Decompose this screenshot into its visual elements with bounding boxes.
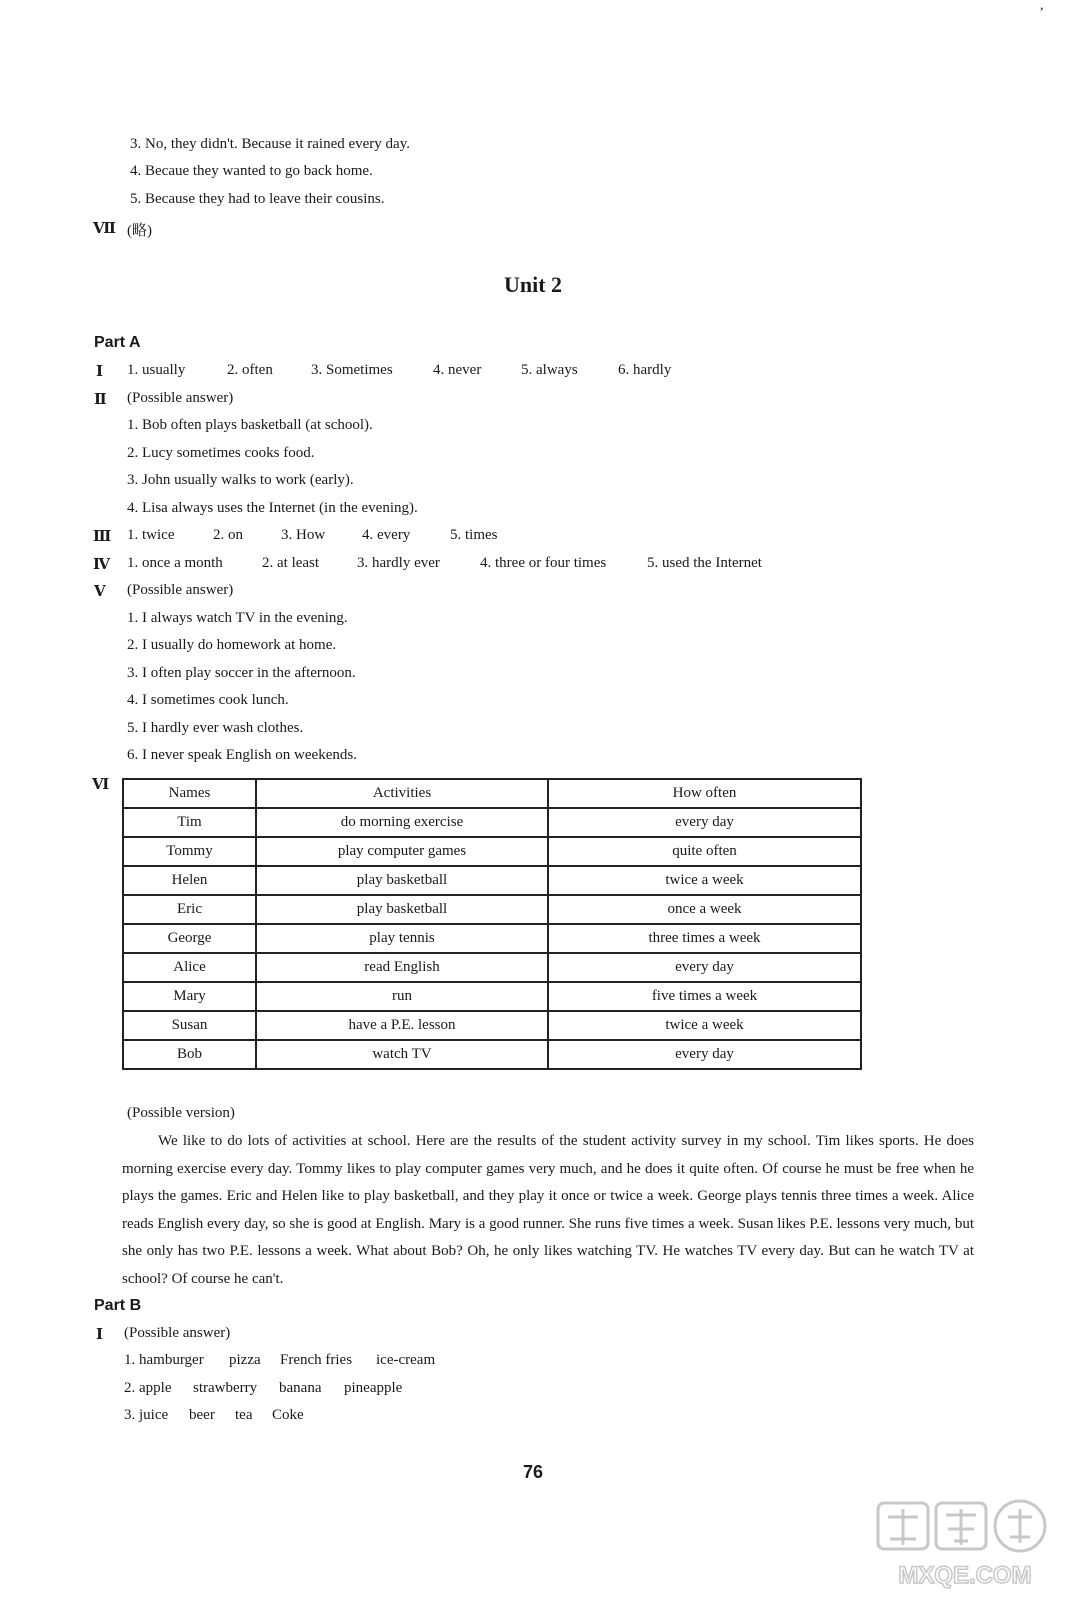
section-roman-i: Ⅰ (96, 364, 104, 380)
answer-item: 1. once a month (127, 555, 223, 571)
section-roman-ii: Ⅱ (94, 392, 107, 408)
answer-line: 4. I sometimes cook lunch. (127, 692, 289, 708)
table-row (123, 808, 861, 837)
cell-activity: play tennis (256, 924, 548, 953)
answer-item: 5. times (450, 527, 498, 543)
answer-line: 3. No, they didn't. Because it rained every day. (130, 136, 410, 152)
table-row (123, 1040, 861, 1069)
cell-activity: play computer games (256, 837, 548, 866)
table-row (123, 982, 861, 1011)
answer-item: strawberry (193, 1380, 258, 1396)
cell-frequency: five times a week (548, 982, 861, 1011)
answer-item: 4. never (433, 362, 482, 378)
cell-activity: read English (256, 953, 548, 982)
section-roman-vii: Ⅶ (93, 221, 116, 237)
essay-paragraph: We like to do lots of activities at school. Here are the results of the student activity survey in my school. Tim likes sports. He does morning exercise every day. Tommy likes to play computer games very much, and he does it quite often. Of course he must be free when he plays the games. Eric and Helen like to play basketball, and they play it once or twice a week. George plays tennis three times a week. Alice reads English every day, so she is good at English. Mary is a good runner. She runs five times a week. Susan likes P.E. lessons very much, but she only has two P.E. lessons a week. What about Bob? Oh, he only likes watching TV. He watches TV every day. But can he watch TV at school? Of course he can't. (122, 1133, 974, 1287)
table-row (123, 837, 861, 866)
answer-item: 3. juice (124, 1407, 169, 1423)
answer-line: 2. I usually do homework at home. (127, 637, 337, 653)
possible-answer-note: (Possible answer) (127, 390, 234, 406)
answer-item: pineapple (344, 1380, 403, 1396)
cell-name: Mary (123, 982, 256, 1011)
answer-item: 3. Sometimes (311, 362, 393, 378)
cell-activity: watch TV (256, 1040, 548, 1069)
possible-answer-note: (Possible answer) (124, 1325, 231, 1341)
cell-name: Bob (123, 1040, 256, 1069)
answer-item: 5. always (521, 362, 578, 378)
answer-item: 3. How (281, 527, 326, 543)
answer-item: Coke (272, 1407, 304, 1423)
corner-mark: , (1040, 0, 1044, 13)
answer-line: 4. Lisa always uses the Internet (in the evening). (127, 500, 418, 516)
table-row (123, 924, 861, 953)
cell-frequency: quite often (548, 837, 861, 866)
answer-line: 3. I often play soccer in the afternoon. (127, 665, 356, 681)
table-row (123, 953, 861, 982)
cell-name: Alice (123, 953, 256, 982)
svg-text:MXQE.COM: MXQE.COM (898, 1562, 1032, 1589)
cell-activity: play basketball (256, 895, 548, 924)
section-roman-i-part-b: Ⅰ (96, 1327, 104, 1343)
answer-item: 2. apple (124, 1380, 172, 1396)
unit-title: Unit 2 (503, 272, 563, 297)
answer-item: ice-cream (376, 1352, 436, 1368)
answer-line: 1. I always watch TV in the evening. (127, 610, 348, 626)
cell-frequency: every day (548, 1040, 861, 1069)
cell-activity: do morning exercise (256, 808, 548, 837)
answer-line: 6. I never speak English on weekends. (127, 747, 357, 763)
possible-version-note: (Possible version) (127, 1105, 235, 1121)
answer-item: pizza (229, 1352, 261, 1368)
answer-line: 5. Because they had to leave their cousins. (130, 191, 385, 207)
answer-item: 2. at least (262, 555, 320, 571)
answer-item: 6. hardly (618, 362, 672, 378)
answer-line: 5. I hardly ever wash clothes. (127, 720, 304, 736)
answer-item: French fries (280, 1352, 353, 1368)
answer-line: 1. Bob often plays basketball (at school). (127, 417, 373, 433)
column-header-names: Names (123, 779, 256, 808)
column-header-activities: Activities (256, 779, 548, 808)
answer-item: 4. three or four times (480, 555, 607, 571)
table-row (123, 895, 861, 924)
section-roman-iv: Ⅳ (93, 557, 111, 573)
answer-line: 4. Becaue they wanted to go back home. (130, 163, 373, 179)
part-a-label: Part A (94, 334, 141, 351)
cell-frequency: three times a week (548, 924, 861, 953)
possible-answer-note: (Possible answer) (127, 582, 234, 598)
answer-item: 1. usually (127, 362, 186, 378)
answer-line: 2. Lucy sometimes cooks food. (127, 445, 315, 461)
answer-item: tea (235, 1407, 253, 1423)
table-row (123, 866, 861, 895)
answer-item: beer (189, 1407, 215, 1423)
cell-frequency: twice a week (548, 1011, 861, 1040)
cell-name: Tim (123, 808, 256, 837)
answer-item: 2. often (227, 362, 273, 378)
cell-name: Susan (123, 1011, 256, 1040)
table-header-row (123, 779, 861, 808)
cell-name: George (123, 924, 256, 953)
cell-name: Helen (123, 866, 256, 895)
cell-name: Eric (123, 895, 256, 924)
column-header-how-often: How often (548, 779, 861, 808)
section-roman-v: Ⅴ (94, 584, 106, 600)
cell-activity: run (256, 982, 548, 1011)
part-b-label: Part B (94, 1297, 142, 1314)
cell-frequency: every day (548, 808, 861, 837)
answer-item: 4. every (362, 527, 411, 543)
page-number: 76 (522, 1462, 544, 1482)
cell-frequency: once a week (548, 895, 861, 924)
cell-activity: have a P.E. lesson (256, 1011, 548, 1040)
section-roman-iii: Ⅲ (93, 529, 112, 545)
answer-item: 3. hardly ever (357, 555, 440, 571)
cell-frequency: every day (548, 953, 861, 982)
answer-item: 5. used the Internet (647, 555, 762, 571)
cell-frequency: twice a week (548, 866, 861, 895)
watermark-logo (870, 1495, 1060, 1595)
section-vii-text: (略) (127, 223, 152, 239)
answer-item: banana (279, 1380, 322, 1396)
answer-line: 3. John usually walks to work (early). (127, 472, 354, 488)
survey-table (122, 778, 862, 1070)
answer-item: 1. hamburger (124, 1352, 204, 1368)
answer-item: 2. on (213, 527, 243, 543)
cell-activity: play basketball (256, 866, 548, 895)
table-row (123, 1011, 861, 1040)
answer-item: 1. twice (127, 527, 175, 543)
section-roman-vi: Ⅵ (92, 777, 110, 793)
cell-name: Tommy (123, 837, 256, 866)
